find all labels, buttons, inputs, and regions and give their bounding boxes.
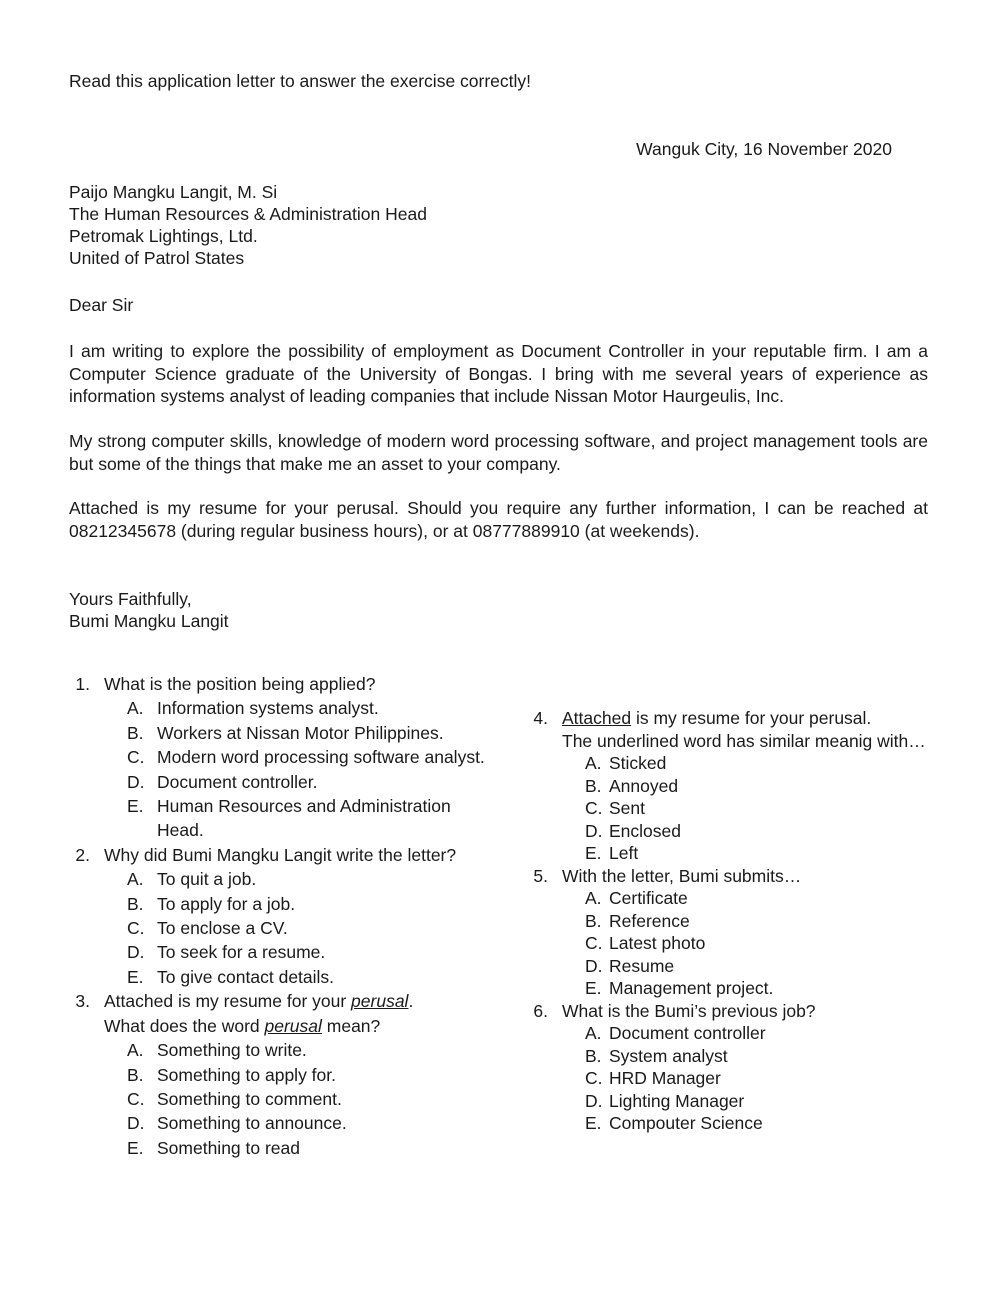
question-text-line-1: Attached is my resume for your perusal. (104, 991, 414, 1012)
question-6 (530, 1000, 950, 1135)
body-paragraph-1: I am writing to explore the possibility of employment as Document Controller in your reputable firm. I am a Computer Science graduate of the University of Bongas. I bring with me several years of experience as information systems analyst of leading companies that include Nissan Motor Haurgeulis, Inc. (69, 341, 928, 406)
question-2 (72, 843, 492, 989)
question-4-options (530, 752, 950, 865)
questions-left-column (72, 672, 492, 1160)
option-b[interactable]: B. Reference (585, 910, 690, 931)
option-d[interactable]: D. Enclosed (585, 820, 681, 841)
option-c[interactable]: C. To enclose a CV. (127, 918, 288, 939)
question-1-options (72, 696, 492, 842)
question-3 (72, 989, 492, 1160)
question-4-stem (530, 707, 950, 752)
question-6-options (530, 1022, 950, 1135)
option-c[interactable]: C. HRD Manager (585, 1068, 721, 1088)
option-d[interactable]: D. Something to announce. (127, 1113, 347, 1134)
option-b[interactable]: B. To apply for a job. (127, 893, 296, 914)
emphasized-word: perusal (351, 991, 409, 1012)
option-d[interactable]: D. Resume (585, 955, 675, 976)
question-3-stem (72, 989, 492, 1038)
option-e[interactable]: E. Something to read (127, 1137, 301, 1158)
question-text: Why did Bumi Mangku Langit write the letter? (104, 844, 457, 865)
option-a[interactable]: A. Something to write. (127, 1040, 307, 1061)
option-a[interactable]: A. Certificate (585, 888, 688, 908)
option-b[interactable]: B. System analyst (585, 1045, 728, 1066)
option-c[interactable]: C. Latest photo (585, 933, 706, 953)
question-text-line-2: What does the word perusal mean? (104, 1015, 381, 1036)
option-d[interactable]: D. Lighting Manager (585, 1090, 745, 1111)
letter-date: Wanguk City, 16 November 2020 (636, 139, 892, 159)
recipient-name: Paijo Mangku Langit, M. Si (69, 182, 278, 202)
option-b[interactable]: B. Workers at Nissan Motor Philippines. (127, 722, 444, 743)
question-number: 5. (533, 865, 548, 886)
question-text-line-2: The underlined word has similar meanig with… (562, 730, 926, 751)
salutation: Dear Sir (69, 295, 134, 315)
question-3-options (72, 1038, 492, 1160)
question-1-stem (72, 672, 492, 696)
option-c[interactable]: C. Something to comment. (127, 1088, 342, 1109)
signature: Bumi Mangku Langit (69, 611, 229, 631)
option-c[interactable]: C. Sent (585, 798, 645, 818)
question-number: 6. (533, 1000, 548, 1021)
question-5-options (530, 887, 950, 1000)
option-a[interactable]: A. Sticked (585, 753, 667, 773)
closing: Yours Faithfully, (69, 589, 192, 609)
recipient-company: Petromak Lightings, Ltd. (69, 226, 258, 246)
option-c[interactable]: C. Modern word processing software analyst. (127, 747, 485, 768)
question-text: What is the position being applied? (104, 674, 376, 694)
question-text: With the letter, Bumi submits… (562, 865, 802, 886)
question-text: What is the Bumi’s previous job? (562, 1000, 816, 1021)
underlined-word: Attached (562, 708, 632, 728)
option-a[interactable]: A. Information systems analyst. (127, 698, 379, 719)
body-paragraph-2: My strong computer skills, knowledge of modern word processing software, and project management tools are but some of the things that make me an asset to your company. (69, 431, 928, 474)
option-e[interactable]: E. Management project. (585, 978, 774, 998)
option-a[interactable]: A. Document controller (585, 1023, 766, 1043)
question-number: 1. (75, 674, 90, 694)
instruction-text: Read this application letter to answer the exercise correctly! (69, 71, 532, 91)
question-number: 3. (75, 991, 90, 1012)
recipient-country: United of Patrol States (69, 248, 245, 268)
question-6-stem (530, 1000, 950, 1023)
option-a[interactable]: A. To quit a job. (127, 869, 257, 890)
body-paragraph-3: Attached is my resume for your perusal. Should you require any further information, I can be reached at 08212345678 (during regular business hours), or at 08777889910 (at weekends). (69, 498, 928, 541)
question-text-line-1: Attached is my resume for your perusal. (562, 708, 872, 728)
option-b[interactable]: B. Something to apply for. (127, 1064, 336, 1085)
question-5 (530, 865, 950, 1000)
question-number: 4. (533, 708, 548, 728)
question-5-stem (530, 865, 950, 888)
emphasized-word: perusal (264, 1015, 322, 1036)
option-e[interactable]: E. To give contact details. (127, 966, 335, 987)
question-1 (72, 672, 492, 843)
option-e[interactable]: E. Human Resources and Administration Head. (127, 796, 451, 841)
option-b[interactable]: B. Annoyed (585, 775, 679, 796)
recipient-block (69, 181, 427, 269)
question-2-options (72, 867, 492, 989)
option-e[interactable]: E. Compouter Science (585, 1113, 763, 1133)
question-number: 2. (75, 844, 90, 865)
recipient-title: The Human Resources & Administration Head (69, 204, 427, 224)
option-d[interactable]: D. To seek for a resume. (127, 942, 326, 963)
option-d[interactable]: D. Document controller. (127, 771, 318, 792)
question-2-stem (72, 843, 492, 867)
questions-right-column (530, 707, 950, 1135)
option-e[interactable]: E. Left (585, 843, 639, 863)
question-4 (530, 707, 950, 865)
